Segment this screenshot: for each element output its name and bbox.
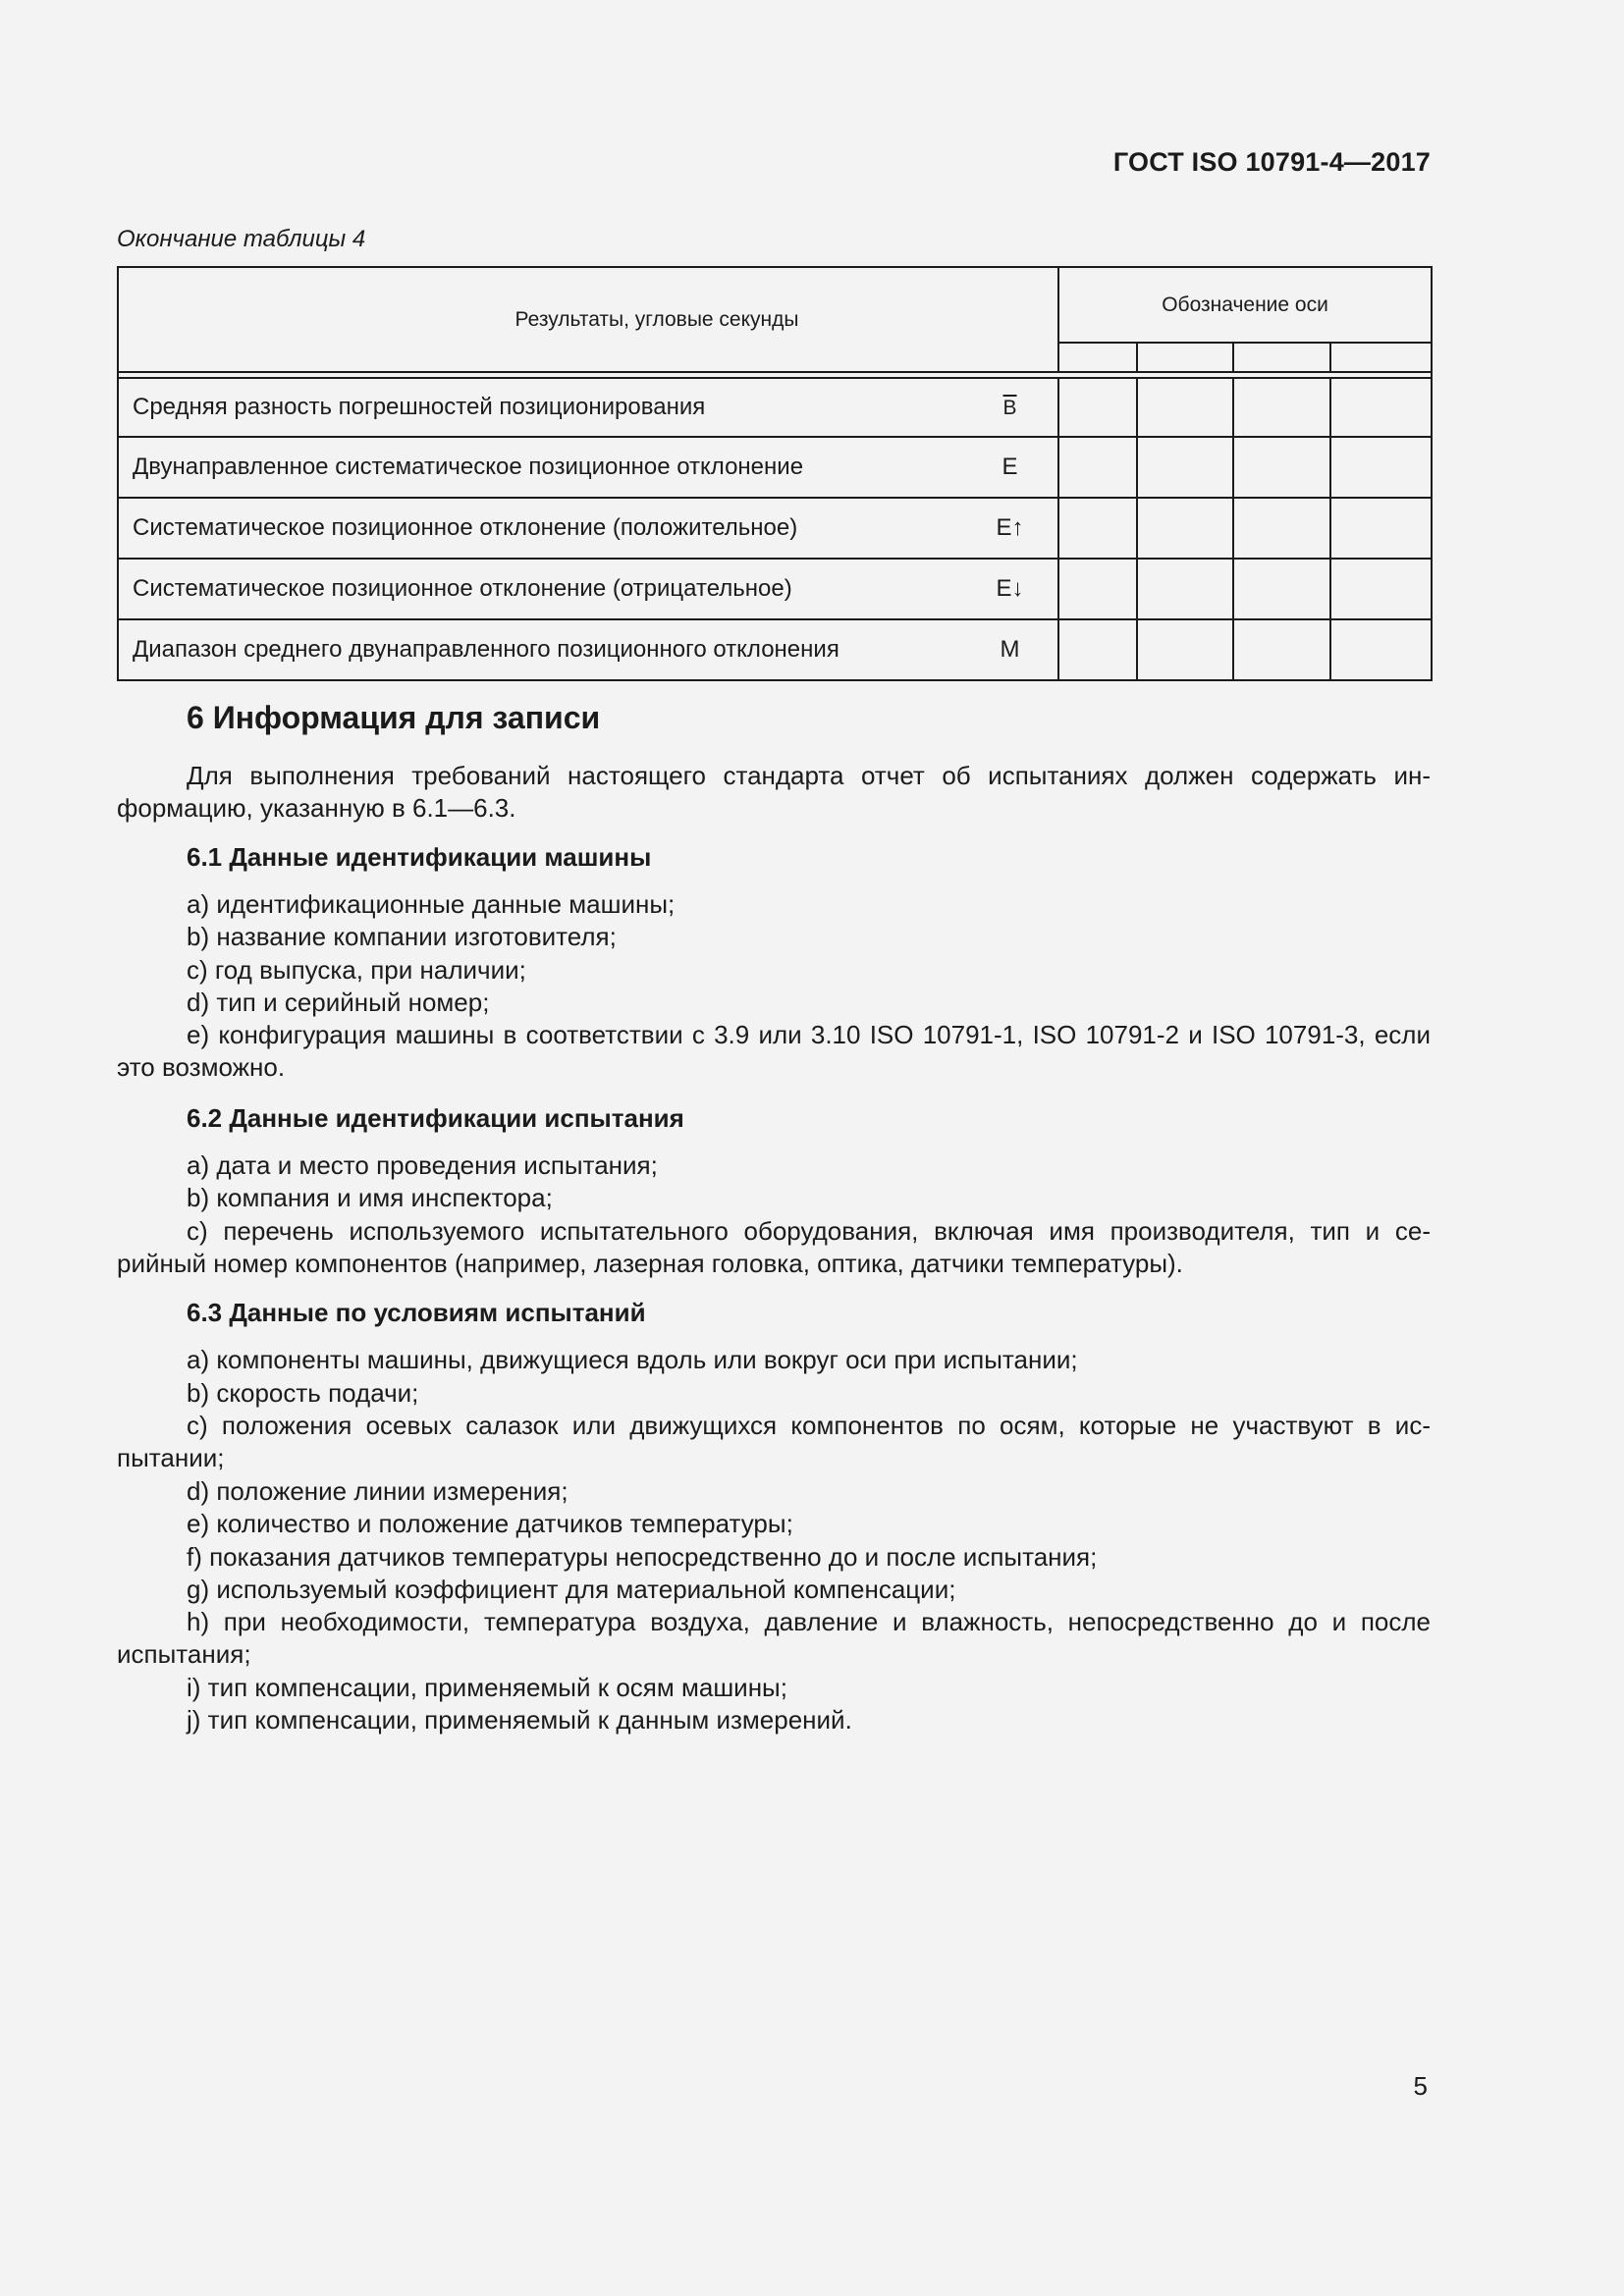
value-cell — [1330, 378, 1432, 437]
value-cell — [1233, 437, 1330, 498]
header-results: Результаты, угловые секунды — [118, 267, 1058, 372]
list-item: i) тип компенсации, применяемый к осям машины; — [187, 1673, 787, 1702]
value-cell — [1137, 498, 1233, 559]
symbol-text: $\overline{B}$ — [1002, 397, 1017, 419]
table-row — [118, 498, 1432, 559]
row-symbol: E — [962, 437, 1058, 498]
table-row — [118, 437, 1432, 498]
row-label: Систематическое позиционное отклонение (положительное) — [118, 498, 962, 559]
value-cell — [1330, 498, 1432, 559]
list-item: c) год выпуска, при наличии; — [187, 955, 526, 985]
row-symbol — [962, 378, 1058, 437]
value-cell — [1058, 498, 1137, 559]
list-item: c) положения осевых салазок или движущихся компонентов по осям, которые не участвуют в ис-пытании; — [117, 1411, 1431, 1472]
list-item: h) при необходимости, температура воздуха, давление и влажность, непосредственно до и после испытания; — [117, 1607, 1431, 1669]
list-item: j) тип компенсации, применяемый к данным измерений. — [187, 1705, 852, 1735]
value-cell — [1330, 559, 1432, 619]
value-cell — [1233, 378, 1330, 437]
axis-cell — [1330, 343, 1432, 372]
value-cell — [1137, 619, 1233, 680]
value-cell — [1330, 437, 1432, 498]
list-item: b) название компании изготовителя; — [187, 922, 617, 951]
page-number: 5 — [1413, 2071, 1428, 2101]
value-cell — [1233, 559, 1330, 619]
axis-cell — [1058, 343, 1137, 372]
list-item: a) компоненты машины, движущиеся вдоль или вокруг оси при испытании; — [187, 1345, 1078, 1374]
list-item: b) компания и имя инспектора; — [187, 1183, 553, 1212]
results-table — [117, 266, 1433, 681]
value-cell — [1233, 498, 1330, 559]
row-symbol: E↑ — [962, 498, 1058, 559]
value-cell — [1137, 437, 1233, 498]
value-cell — [1233, 619, 1330, 680]
value-cell — [1330, 619, 1432, 680]
list-item: e) конфигурация машины в соответствии с 3.9 или 3.10 ISO 10791-1, ISO 10791-2 и ISO 10791-3, если это возможно. — [117, 1020, 1431, 1082]
list-item: e) количество и положение датчиков температуры; — [187, 1509, 793, 1538]
table-row — [118, 619, 1432, 680]
row-label: Систематическое позиционное отклонение (отрицательное) — [118, 559, 962, 619]
table-row — [118, 559, 1432, 619]
list-item: b) скорость подачи; — [187, 1378, 419, 1408]
list-item: f) показания датчиков температуры непосредственно до и после испытания; — [187, 1542, 1098, 1572]
list-item: d) тип и серийный номер; — [187, 988, 490, 1017]
table-caption: Окончание таблицы 4 — [117, 226, 366, 252]
value-cell — [1058, 437, 1137, 498]
axis-cell — [1137, 343, 1233, 372]
section-6-title: 6 Информация для записи — [187, 700, 601, 735]
value-cell — [1058, 619, 1137, 680]
value-cell — [1058, 378, 1137, 437]
list-item: g) используемый коэффициент для материальной компенсации; — [187, 1575, 956, 1604]
row-label: Диапазон среднего двунаправленного позиционного отклонения — [118, 619, 962, 680]
document-id: ГОСТ ISO 10791-4—2017 — [1112, 147, 1431, 177]
value-cell — [1137, 378, 1233, 437]
header-axis: Обозначение оси — [1058, 267, 1432, 343]
axis-cell — [1233, 343, 1330, 372]
subsection-6-3-title: 6.3 Данные по условиям испытаний — [187, 1298, 646, 1327]
subsection-6-1-title: 6.1 Данные идентификации машины — [187, 842, 652, 872]
row-label: Средняя разность погрешностей позиционирования — [118, 378, 962, 437]
table-row — [118, 378, 1432, 437]
row-symbol: M — [962, 619, 1058, 680]
value-cell — [1137, 559, 1233, 619]
section-6-intro: Для выполнения требований настоящего стандарта отчет об испытаниях должен содержать ин-формацию, указанную в 6.1—6.3. — [117, 761, 1431, 823]
list-item: a) дата и место проведения испытания; — [187, 1150, 658, 1180]
row-symbol: E↓ — [962, 559, 1058, 619]
table-header-row — [118, 267, 1432, 343]
list-item: a) идентификационные данные машины; — [187, 889, 676, 919]
value-cell — [1058, 559, 1137, 619]
subsection-6-2-title: 6.2 Данные идентификации испытания — [187, 1103, 684, 1133]
list-item: c) перечень используемого испытательного оборудования, включая имя производителя, тип и се-рийный номер компонентов (например, лазерная головка, оптика, датчики температуры). — [117, 1216, 1431, 1278]
list-item: d) положение линии измерения; — [187, 1476, 568, 1506]
row-label: Двунаправленное систематическое позиционное отклонение — [118, 437, 962, 498]
